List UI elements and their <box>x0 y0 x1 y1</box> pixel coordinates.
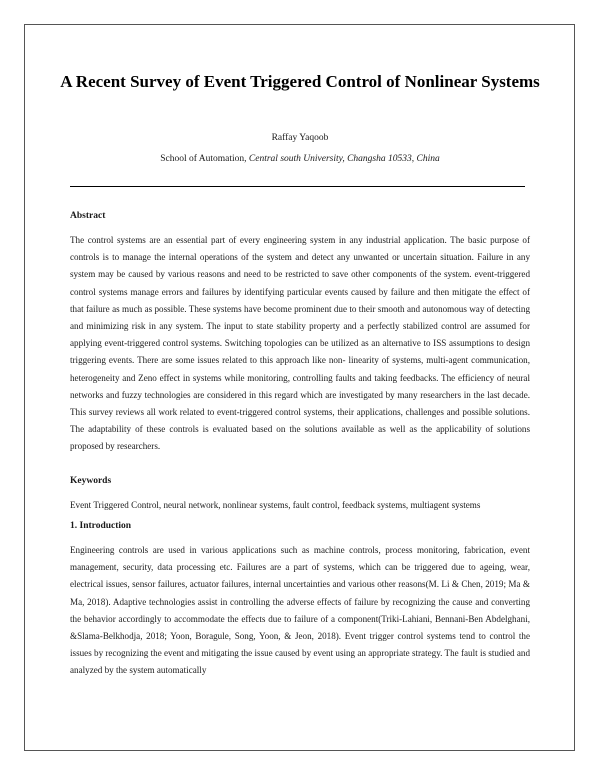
introduction-text: Engineering controls are used in various applications such as machine controls, process monitoring, fabrication, event management, security, data processing etc. Failures are a part of systems, which can be triggered due to ageing, wear, electrical issues, sensor failures, actuator failures, internal uncertainties and various other reasons(M. Li & Chen, 2019; Ma & Ma, 2018). Adaptive technologies assist in controlling the adverse effects of failure by recognizing the cause and converting the behavior accordingly to accommodate the effects due to failure of a component(Triki-Lahiani, Bennani-Ben Abdelghani, &Slama-Belkhodja, 2018; Yoon, Boragule, Song, Yoon, & Jeon, 2018). Event trigger control systems tend to control the issues by recognizing the event and mitigating the issue caused by event using an appropriate strategy. The fault is studied and analyzed by the system automatically <box>70 545 530 676</box>
introduction-heading: 1. Introduction <box>70 521 132 531</box>
abstract-text: The control systems are an essential part of every engineering system in any industrial application. The basic purpose of controls is to manage the internal operations of the system and detect any unwanted or uncertain situation. Failure in any system may be caused by various reasons and need to be restricted to save other components of the system. event-triggered control systems manage errors and failures by identifying particular events caused by failure and then mitigate the effect of that failure as much as possible. These systems have become prominent due to their smooth and autonomous way of detecting and minimizing risk in any system. The input to state stability property and a perfectly stabilized control are assumed for applying event-triggered control systems. Switching topologies can be utilized as an alternative to ISS assumptions to design triggering events. There are some issues related to this approach like non- linearity of systems, multi-agent communication, heterogeneity and Zeno effect in systems while monitoring, controlling faults and taking feedbacks. The efficiency of neural networks and fuzzy technologies are considered in this regard which are investigated by many researchers in the last decade. This survey reviews all work related to event-triggered control systems, their applications, challenges and possible solutions. The adaptability of these controls is evaluated based on the solutions available as well as the applicability of solutions proposed by researchers. <box>70 235 530 452</box>
author-affiliation <box>0 154 600 164</box>
affiliation-university: Central south University, Changsha 10533, China <box>248 154 440 164</box>
keywords-heading: Keywords <box>70 476 112 486</box>
abstract-heading: Abstract <box>70 211 106 221</box>
paper-title: A Recent Survey of Event Triggered Control of Nonlinear Systems <box>60 72 540 91</box>
author-name: Raffay Yaqoob <box>271 133 329 143</box>
keywords-text: Event Triggered Control, neural network, nonlinear systems, fault control, feedback systems, multiagent systems <box>70 500 481 510</box>
affiliation-school: School of Automation, <box>160 154 249 164</box>
title-divider <box>70 186 525 187</box>
